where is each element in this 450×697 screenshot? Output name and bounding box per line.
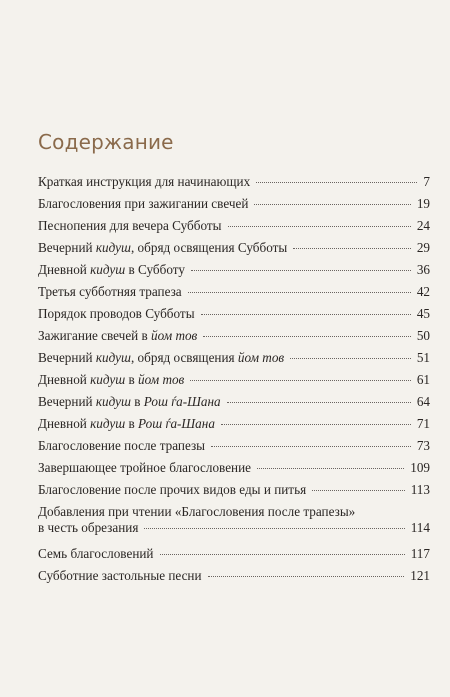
leader-dots (211, 446, 411, 447)
toc-entry-multiline (38, 504, 430, 536)
toc-entry-title: Семь благословений (38, 546, 154, 561)
leader-dots (257, 468, 404, 469)
toc-entry-line2 (38, 520, 430, 536)
toc-entry-page: 19 (416, 196, 430, 211)
toc-entry (38, 568, 430, 584)
leader-dots (190, 380, 411, 381)
leader-dots (191, 270, 411, 271)
toc-entry-page: 121 (410, 568, 430, 583)
text-part: Зажигание свечей в (38, 328, 152, 343)
text-part-italic: кидуш (95, 350, 131, 365)
toc-entry-title: Завершающее тройное благословение (38, 460, 252, 475)
toc-entry-page: 36 (416, 262, 430, 277)
leader-dots (208, 576, 405, 577)
toc-entry (38, 328, 430, 344)
text-part: Вечерний (38, 394, 96, 409)
toc-entry-title (38, 262, 185, 278)
toc-entry (38, 240, 430, 256)
toc-entry (38, 196, 430, 212)
text-part: в (130, 394, 144, 409)
toc-entry-title-line2: в честь обрезания (38, 520, 139, 535)
leader-dots (203, 336, 411, 337)
toc-entry (38, 284, 430, 300)
toc-entry-page: 45 (416, 306, 430, 321)
toc-entry-title: Краткая инструкция для начинающих (38, 174, 251, 189)
text-part-italic: кидуш (95, 394, 131, 409)
toc-entry-page: 50 (416, 328, 430, 343)
toc-entry-page: 113 (410, 482, 430, 497)
toc-entry-title: Песнопения для вечера Субботы (38, 218, 222, 233)
toc-entry-title (38, 350, 284, 366)
text-part: , обряд освящения (130, 350, 238, 365)
leader-dots (227, 402, 411, 403)
toc-entry-page: 117 (410, 546, 430, 561)
toc-entry-page: 29 (416, 240, 430, 255)
leader-dots (144, 528, 404, 529)
leader-dots (221, 424, 411, 425)
toc-entry (38, 174, 430, 190)
text-part: в (125, 372, 139, 387)
toc-entry-page: 73 (416, 438, 430, 453)
toc-entry (38, 438, 430, 454)
toc-entry-page: 64 (416, 394, 430, 409)
leader-dots (254, 204, 410, 205)
toc-entry-title: Субботние застольные песни (38, 568, 202, 583)
text-part-italic: йом тов (151, 328, 198, 343)
toc-entry (38, 460, 430, 476)
text-part-italic: Рош ѓа-Шана (138, 416, 215, 431)
leader-dots (256, 182, 417, 183)
toc-entry-page: 61 (416, 372, 430, 387)
toc-entry-page: 51 (416, 350, 430, 365)
toc-entry-title (38, 328, 197, 344)
toc-entry-title: Порядок проводов Субботы (38, 306, 195, 321)
text-part-italic: йом тов (138, 372, 185, 387)
toc-entry-title: Благословение после прочих видов еды и питья (38, 482, 307, 497)
toc-entry-title (38, 372, 184, 388)
leader-dots (201, 314, 411, 315)
toc-entry-title (38, 394, 221, 410)
toc-entry-page: 7 (423, 174, 430, 189)
toc-entry-page: 71 (416, 416, 430, 431)
leader-dots (228, 226, 411, 227)
toc-entry (38, 218, 430, 234)
toc-entry-page: 24 (416, 218, 430, 233)
text-part-italic: кидуш (90, 372, 126, 387)
text-part: в Субботу (125, 262, 185, 277)
leader-dots (188, 292, 411, 293)
toc-entry-page: 114 (410, 520, 430, 535)
text-part: Дневной (38, 416, 91, 431)
toc-entry-title: Благословения при зажигании свечей (38, 196, 249, 211)
text-part-italic: кидуш (95, 240, 131, 255)
text-part: Дневной (38, 372, 91, 387)
toc-entry-title (38, 416, 215, 432)
text-part-italic: йом тов (237, 350, 285, 365)
text-part: Дневной (38, 262, 91, 277)
toc-entry-page: 42 (416, 284, 430, 299)
toc-entry (38, 416, 430, 432)
text-part-italic: кидуш (90, 416, 126, 431)
leader-dots (160, 554, 405, 555)
toc-entry (38, 546, 430, 562)
toc-entry (38, 306, 430, 322)
toc-entry (38, 394, 430, 410)
toc-entry (38, 482, 430, 498)
toc-entry-page: 109 (410, 460, 430, 475)
text-part: Вечерний (38, 240, 96, 255)
toc-entry (38, 262, 430, 278)
toc-entry-title: Благословение после трапезы (38, 438, 206, 453)
toc-entry (38, 350, 430, 366)
toc-title: Содержание (38, 130, 174, 154)
text-part: Вечерний (38, 350, 96, 365)
leader-dots (312, 490, 405, 491)
text-part-italic: Рош ѓа-Шана (143, 394, 221, 409)
toc-entry-title (38, 240, 287, 256)
toc-entry-title-line1: Добавления при чтении «Благословения после трапезы» (38, 504, 356, 519)
leader-dots (293, 248, 411, 249)
text-part: в (125, 416, 139, 431)
toc-entry-title: Третья субботняя трапеза (38, 284, 182, 299)
toc-entry (38, 372, 430, 388)
text-part-italic: кидуш (90, 262, 126, 277)
text-part: , обряд освящения Субботы (130, 240, 288, 255)
leader-dots (290, 358, 411, 359)
